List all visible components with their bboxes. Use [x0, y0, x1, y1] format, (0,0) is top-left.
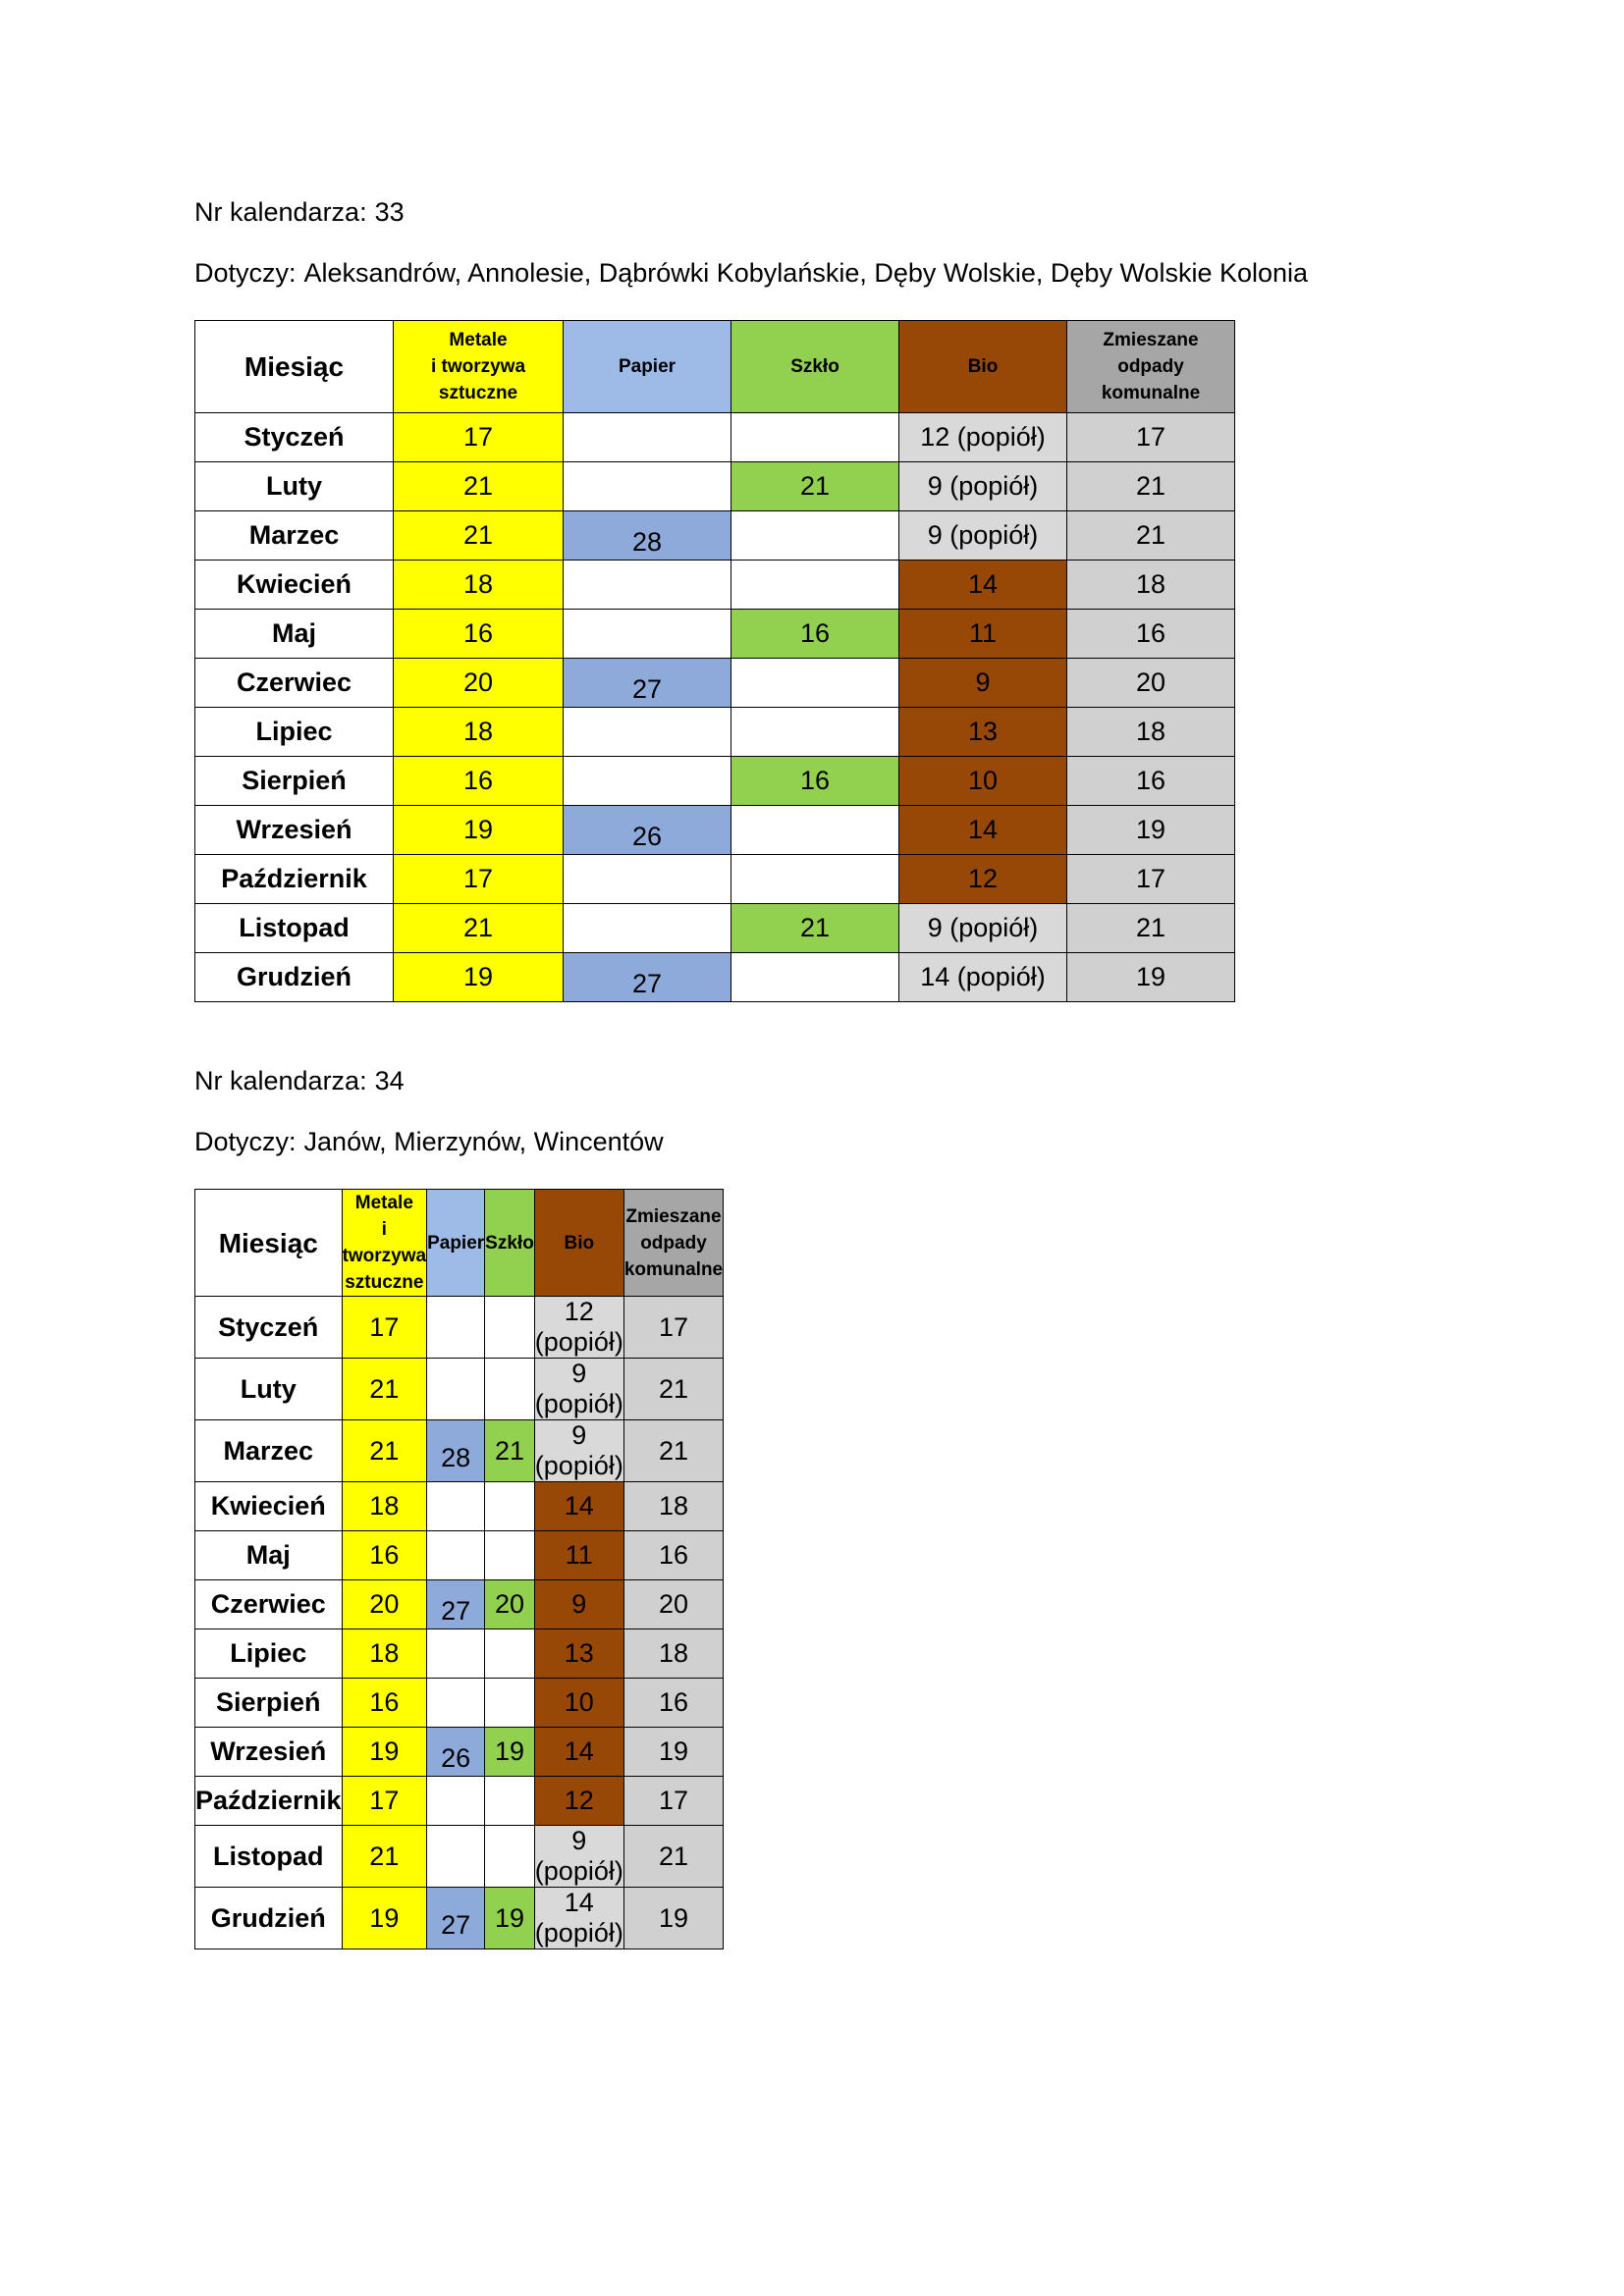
zmieszane-cell: 17: [1067, 855, 1235, 904]
bio-cell: 13: [534, 1629, 623, 1679]
month-cell: Październik: [195, 855, 394, 904]
bio-cell: 9 (popiół): [899, 904, 1067, 953]
table-row: [195, 855, 1235, 904]
calendar-number-line: [194, 196, 1308, 228]
metale-cell: 20: [342, 1580, 427, 1629]
bio-cell: 9 (popiół): [899, 511, 1067, 561]
header-line: sztuczne: [345, 1272, 424, 1293]
papier-cell: [427, 1629, 485, 1679]
calendar-number: 34: [374, 1066, 405, 1095]
bio-cell: 9 (popiół): [534, 1420, 623, 1480]
szklo-cell: 21: [485, 1420, 535, 1482]
table-row: [195, 953, 1235, 1002]
applies-to-localities: Aleksandrów, Annolesie, Dąbrówki Kobylańskie, Dęby Wolskie, Dęby Wolskie Kolonia: [303, 258, 1309, 288]
header-szklo: Szkło: [731, 321, 899, 413]
calendar-number: 33: [374, 197, 405, 227]
month-cell: Grudzień: [195, 1888, 343, 1949]
szklo-cell: 21: [731, 462, 899, 511]
zmieszane-cell: 16: [1067, 757, 1235, 806]
month-cell: Czerwiec: [195, 659, 394, 708]
header-line: Zmieszane: [1103, 330, 1199, 350]
bio-cell: 14 (popiół): [899, 953, 1067, 1002]
table-row: [195, 659, 1235, 708]
month-cell: Lipiec: [195, 1629, 343, 1679]
metale-cell: 21: [342, 1420, 427, 1482]
metale-cell: 19: [394, 806, 564, 855]
bio-cell: 13: [899, 708, 1067, 757]
zmieszane-cell: 21: [623, 1359, 723, 1420]
bio-cell: 9: [534, 1580, 623, 1629]
papier-date: 27: [631, 969, 663, 998]
papier-cell: [427, 1580, 485, 1629]
header-line: komunalne: [1101, 383, 1201, 403]
month-cell: Kwiecień: [195, 561, 394, 610]
table-row: [195, 610, 1235, 659]
bio-cell: 12: [899, 855, 1067, 904]
szklo-cell: [485, 1297, 535, 1359]
table-row: [195, 904, 1235, 953]
table-row: [195, 1728, 724, 1777]
header-line: odpady: [640, 1232, 707, 1254]
metale-cell: 21: [394, 511, 564, 561]
table-row: [195, 511, 1235, 561]
zmieszane-cell: 19: [1067, 953, 1235, 1002]
metale-cell: 16: [342, 1531, 427, 1580]
calendar-number-line: [194, 1065, 664, 1096]
header-line: i tworzywa: [342, 1219, 427, 1266]
month-cell: Marzec: [195, 511, 394, 561]
papier-cell: [427, 1679, 485, 1728]
table-row: [195, 413, 1235, 462]
table-row: [195, 1580, 724, 1629]
month-cell: Luty: [195, 462, 394, 511]
metale-cell: 21: [342, 1826, 427, 1888]
month-cell: Styczeń: [195, 1297, 343, 1359]
metale-cell: 20: [394, 659, 564, 708]
zmieszane-cell: 18: [1067, 561, 1235, 610]
papier-cell: [427, 1777, 485, 1826]
papier-cell: [427, 1482, 485, 1531]
metale-cell: 19: [342, 1728, 427, 1777]
papier-date: 27: [631, 674, 663, 704]
table-row: [195, 1826, 724, 1888]
table-row: [195, 757, 1235, 806]
header-line: komunalne: [623, 1258, 724, 1280]
table-row: [195, 1777, 724, 1826]
schedule-table: [194, 320, 1235, 1002]
header-szklo: Szkło: [485, 1190, 535, 1297]
zmieszane-cell: 18: [1067, 708, 1235, 757]
table-row: [195, 1629, 724, 1679]
table-row: [195, 462, 1235, 511]
metale-cell: 21: [342, 1359, 427, 1420]
month-cell: Styczeń: [195, 413, 394, 462]
schedule-table: [194, 1189, 724, 1949]
metale-cell: 18: [394, 561, 564, 610]
szklo-cell: 19: [485, 1888, 535, 1949]
szklo-cell: [731, 511, 899, 561]
szklo-cell: 21: [731, 904, 899, 953]
month-cell: Sierpień: [195, 1679, 343, 1728]
papier-date: 28: [441, 1442, 471, 1472]
bio-cell: 10: [899, 757, 1067, 806]
papier-cell: [564, 462, 731, 511]
header-line: Zmieszane: [625, 1205, 722, 1227]
szklo-cell: [485, 1359, 535, 1420]
bio-cell: 12: [534, 1777, 623, 1826]
month-cell: Luty: [195, 1359, 343, 1420]
header-metale: [342, 1190, 427, 1297]
szklo-cell: [731, 659, 899, 708]
header-line: odpady: [1117, 356, 1184, 377]
papier-cell: [564, 511, 731, 561]
bio-cell: 14: [899, 561, 1067, 610]
metale-cell: 17: [394, 855, 564, 904]
applies-to-line: [194, 1126, 664, 1157]
table-row: [195, 561, 1235, 610]
zmieszane-cell: 21: [1067, 462, 1235, 511]
papier-date: 26: [441, 1743, 471, 1773]
bio-cell: 10: [534, 1679, 623, 1728]
zmieszane-cell: 20: [1067, 659, 1235, 708]
zmieszane-cell: 20: [623, 1580, 723, 1629]
table-row: [195, 708, 1235, 757]
papier-date: 28: [631, 527, 663, 557]
table-row: [195, 1359, 724, 1420]
bio-cell: 9: [899, 659, 1067, 708]
month-cell: Październik: [195, 1777, 343, 1826]
table-row: [195, 1297, 724, 1359]
metale-cell: 17: [342, 1297, 427, 1359]
month-cell: Maj: [195, 610, 394, 659]
header-month: Miesiąc: [195, 321, 394, 413]
papier-cell: [564, 659, 731, 708]
szklo-cell: 19: [485, 1728, 535, 1777]
month-cell: Listopad: [195, 1826, 343, 1888]
papier-cell: [564, 757, 731, 806]
papier-cell: [427, 1728, 485, 1777]
papier-date: 27: [441, 1909, 471, 1940]
papier-cell: [564, 610, 731, 659]
zmieszane-cell: 21: [1067, 904, 1235, 953]
metale-cell: 21: [394, 462, 564, 511]
metale-cell: 16: [394, 757, 564, 806]
bio-cell: 9 (popiół): [534, 1359, 623, 1418]
papier-cell: [564, 413, 731, 462]
header-row: [195, 1190, 724, 1297]
header-line: Metale: [449, 330, 508, 350]
month-cell: Sierpień: [195, 757, 394, 806]
zmieszane-cell: 19: [623, 1888, 723, 1949]
szklo-cell: 16: [731, 610, 899, 659]
header-line: sztuczne: [438, 383, 518, 403]
header-papier: Papier: [564, 321, 731, 413]
header-zmieszane: [1067, 321, 1235, 413]
szklo-cell: [731, 953, 899, 1002]
calendar-section-33: [194, 196, 1309, 998]
header-metale: [394, 321, 564, 413]
zmieszane-cell: 21: [623, 1420, 723, 1482]
papier-cell: [427, 1420, 485, 1482]
zmieszane-cell: 18: [623, 1629, 723, 1679]
zmieszane-cell: 21: [1067, 511, 1235, 561]
table-row: [195, 806, 1235, 855]
zmieszane-cell: 16: [623, 1531, 723, 1580]
bio-cell: 11: [899, 610, 1067, 659]
szklo-cell: [731, 561, 899, 610]
month-cell: Wrzesień: [195, 1728, 343, 1777]
metale-cell: 19: [394, 953, 564, 1002]
header-row: [195, 321, 1235, 413]
applies-to-line: [194, 257, 1308, 289]
header-bio: Bio: [899, 321, 1067, 413]
zmieszane-cell: 21: [623, 1826, 723, 1888]
papier-cell: [564, 806, 731, 855]
header-papier: Papier: [427, 1190, 485, 1297]
table-row: [195, 1531, 724, 1580]
month-cell: Lipiec: [195, 708, 394, 757]
metale-cell: 18: [342, 1482, 427, 1531]
table-row: [195, 1888, 724, 1949]
zmieszane-cell: 17: [1067, 413, 1235, 462]
applies-to-label: Dotyczy:: [194, 1127, 297, 1156]
header-line: Metale: [354, 1193, 413, 1213]
szklo-cell: [485, 1679, 535, 1728]
papier-date: 26: [631, 822, 663, 851]
month-cell: Listopad: [195, 904, 394, 953]
papier-cell: [427, 1888, 485, 1949]
szklo-cell: [731, 806, 899, 855]
metale-cell: 19: [342, 1888, 427, 1949]
month-cell: Marzec: [195, 1420, 343, 1482]
header-bio: Bio: [534, 1190, 623, 1297]
header-line: i tworzywa: [430, 356, 526, 377]
metale-cell: 17: [394, 413, 564, 462]
calendar-number-label: Nr kalendarza:: [194, 197, 367, 227]
bio-cell: 12 (popiół): [534, 1297, 623, 1357]
papier-cell: [564, 855, 731, 904]
szklo-cell: [485, 1629, 535, 1679]
papier-cell: [427, 1531, 485, 1580]
szklo-cell: [731, 413, 899, 462]
papier-cell: [427, 1297, 485, 1359]
month-cell: Grudzień: [195, 953, 394, 1002]
papier-date: 27: [441, 1596, 471, 1626]
month-cell: Kwiecień: [195, 1482, 343, 1531]
applies-to-label: Dotyczy:: [194, 258, 297, 288]
metale-cell: 17: [342, 1777, 427, 1826]
bio-cell: 12 (popiół): [899, 413, 1067, 462]
szklo-cell: 16: [731, 757, 899, 806]
zmieszane-cell: 16: [1067, 610, 1235, 659]
table-row: [195, 1679, 724, 1728]
bio-cell: 14: [899, 806, 1067, 855]
metale-cell: 21: [394, 904, 564, 953]
header-zmieszane: [623, 1190, 723, 1297]
papier-cell: [564, 904, 731, 953]
zmieszane-cell: 19: [623, 1728, 723, 1777]
table-row: [195, 1482, 724, 1531]
month-cell: Maj: [195, 1531, 343, 1580]
papier-cell: [564, 953, 731, 1002]
zmieszane-cell: 17: [623, 1777, 723, 1826]
table-row: [195, 1420, 724, 1482]
metale-cell: 18: [342, 1629, 427, 1679]
zmieszane-cell: 19: [1067, 806, 1235, 855]
papier-cell: [427, 1826, 485, 1888]
metale-cell: 16: [342, 1679, 427, 1728]
bio-cell: 9 (popiół): [899, 462, 1067, 511]
zmieszane-cell: 18: [623, 1482, 723, 1531]
zmieszane-cell: 17: [623, 1297, 723, 1359]
szklo-cell: [731, 855, 899, 904]
bio-cell: 9 (popiół): [534, 1826, 623, 1886]
applies-to-localities: Janów, Mierzynów, Wincentów: [303, 1127, 664, 1156]
calendar-number-label: Nr kalendarza:: [194, 1066, 367, 1095]
szklo-cell: [485, 1826, 535, 1888]
papier-cell: [427, 1359, 485, 1420]
bio-cell: 14 (popiół): [534, 1888, 623, 1948]
szklo-cell: [485, 1531, 535, 1580]
szklo-cell: [485, 1482, 535, 1531]
szklo-cell: 20: [485, 1580, 535, 1629]
month-cell: Wrzesień: [195, 806, 394, 855]
zmieszane-cell: 16: [623, 1679, 723, 1728]
szklo-cell: [731, 708, 899, 757]
szklo-cell: [485, 1777, 535, 1826]
calendar-section-34: [194, 1065, 724, 1948]
bio-cell: 11: [534, 1531, 623, 1580]
papier-cell: [564, 708, 731, 757]
header-month: Miesiąc: [195, 1190, 343, 1297]
month-cell: Czerwiec: [195, 1580, 343, 1629]
bio-cell: 14: [534, 1482, 623, 1531]
papier-cell: [564, 561, 731, 610]
bio-cell: 14: [534, 1728, 623, 1777]
metale-cell: 16: [394, 610, 564, 659]
metale-cell: 18: [394, 708, 564, 757]
